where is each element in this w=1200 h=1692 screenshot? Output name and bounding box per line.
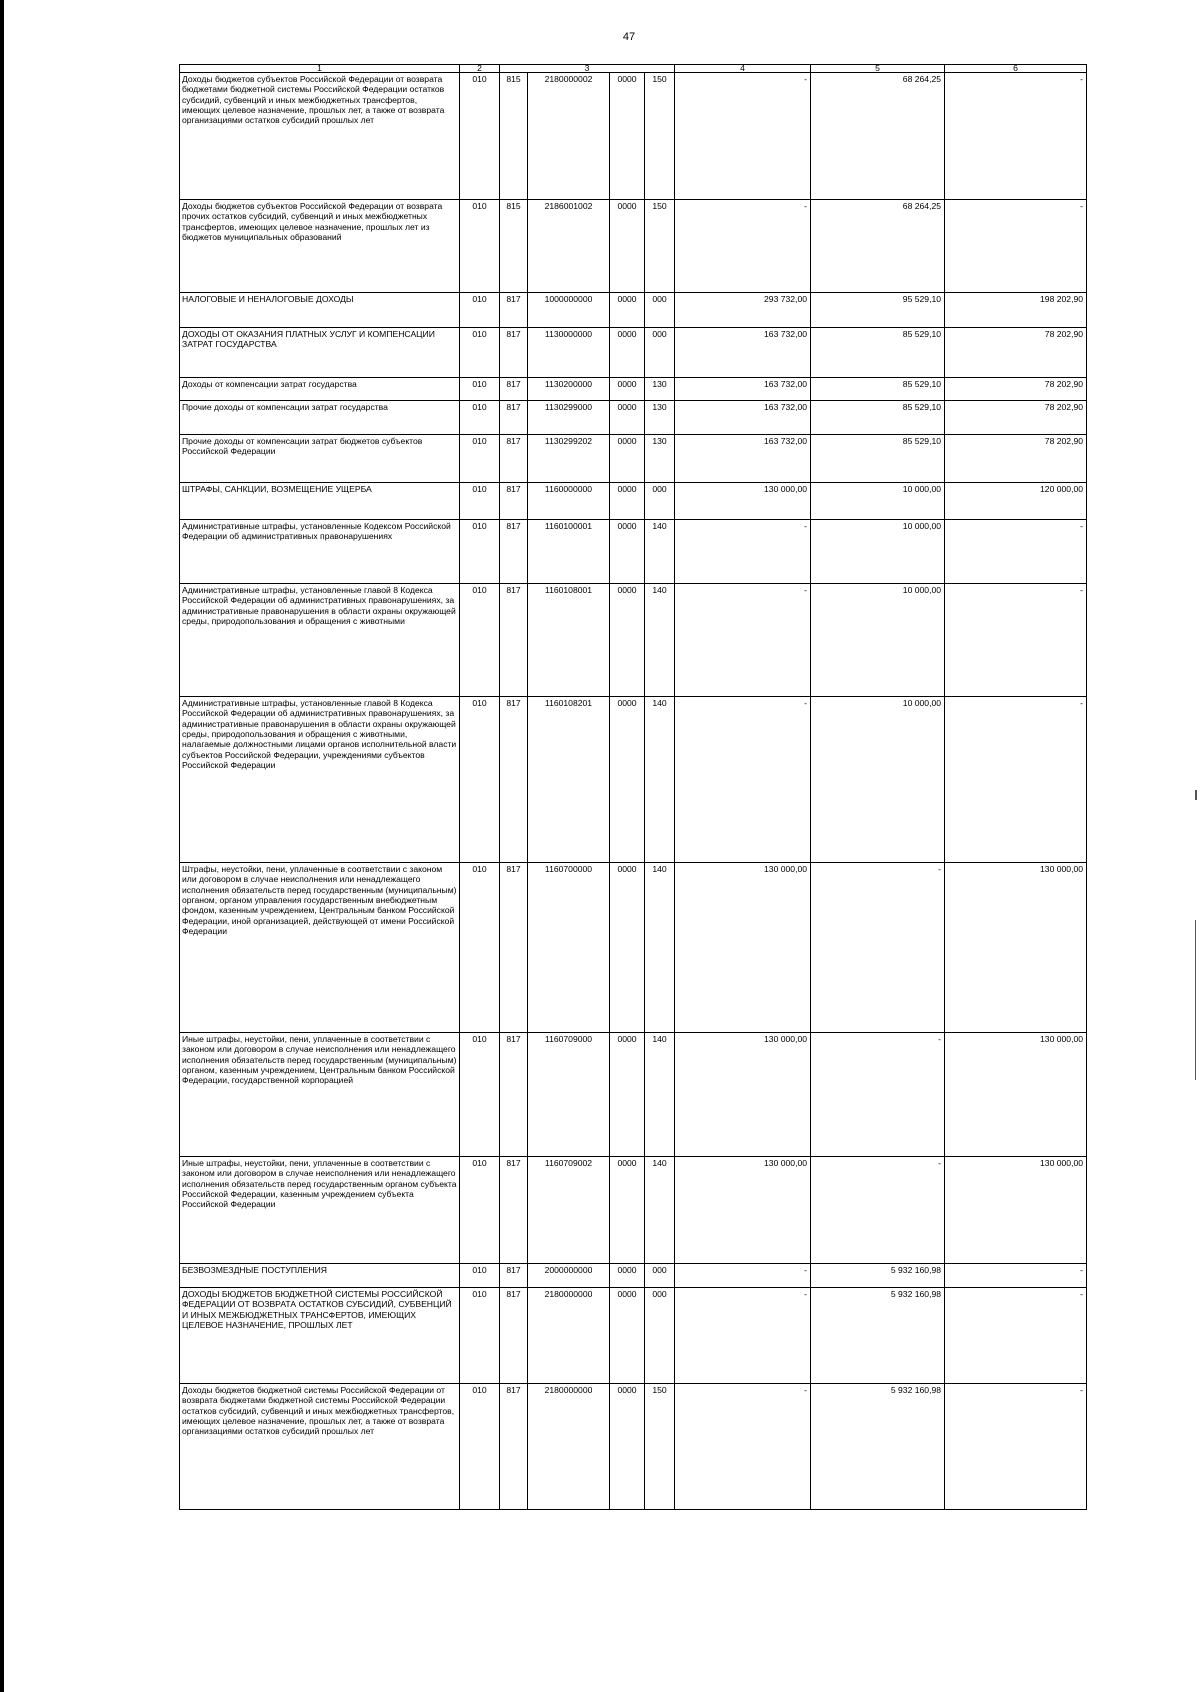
- row-line-code: 010: [460, 1033, 500, 1157]
- row-kosgu-code: 140: [645, 1033, 675, 1157]
- table-row: [180, 401, 1087, 435]
- row-line-code: 010: [460, 73, 500, 200]
- row-kosgu-code: 130: [645, 378, 675, 401]
- row-value-unexecuted: -: [945, 697, 1087, 863]
- row-value-plan: -: [675, 200, 811, 293]
- row-admin-code: 817: [500, 863, 528, 1033]
- row-value-unexecuted: 120 000,00: [945, 483, 1087, 520]
- row-value-unexecuted: -: [945, 1288, 1087, 1384]
- row-budget-code: 2180000000: [528, 1288, 610, 1384]
- row-value-unexecuted: 130 000,00: [945, 1033, 1087, 1157]
- row-kosgu-code: 150: [645, 73, 675, 200]
- row-value-unexecuted: 198 202,90: [945, 293, 1087, 328]
- table-row: [180, 328, 1087, 378]
- table-row: [180, 584, 1087, 697]
- row-value-plan: -: [675, 73, 811, 200]
- row-subtype-code: 0000: [610, 1384, 645, 1510]
- row-value-executed: 10 000,00: [811, 584, 945, 697]
- row-value-plan: 163 732,00: [675, 401, 811, 435]
- row-description: Иные штрафы, неустойки, пени, уплаченные в соответствии с законом или договором в случае неисполнения или ненадлежащего исполнения обязательств перед государственным (муниципальным) органом, казенным учреждением, Центральным банком Российской Федерации, государственной корпорацией: [180, 1033, 460, 1157]
- row-budget-code: 1160709000: [528, 1033, 610, 1157]
- row-admin-code: 817: [500, 293, 528, 328]
- row-value-plan: 163 732,00: [675, 328, 811, 378]
- row-budget-code: 1000000000: [528, 293, 610, 328]
- row-description: Прочие доходы от компенсации затрат бюджетов субъектов Российской Федерации: [180, 435, 460, 483]
- row-description: БЕЗВОЗМЕЗДНЫЕ ПОСТУПЛЕНИЯ: [180, 1264, 460, 1288]
- row-subtype-code: 0000: [610, 520, 645, 584]
- row-description: Административные штрафы, установленные Кодексом Российской Федерации об административных правонарушениях: [180, 520, 460, 584]
- row-admin-code: 815: [500, 73, 528, 200]
- row-value-plan: -: [675, 1384, 811, 1510]
- row-description: ШТРАФЫ, САНКЦИИ, ВОЗМЕЩЕНИЕ УЩЕРБА: [180, 483, 460, 520]
- table-row: [180, 520, 1087, 584]
- row-line-code: 010: [460, 1288, 500, 1384]
- row-description: Штрафы, неустойки, пени, уплаченные в соответствии с законом или договором в случае неисполнения или ненадлежащего исполнения обязательств перед государственным (муниципальным) органом, органом управления государственным внебюджетным фондом, казенным учреждением, Центральным банком Российской Федерации, иной организацией, действующей от имени Российской Федерации: [180, 863, 460, 1033]
- row-kosgu-code: 150: [645, 1384, 675, 1510]
- row-value-executed: 85 529,10: [811, 328, 945, 378]
- row-value-unexecuted: -: [945, 200, 1087, 293]
- row-value-executed: 68 264,25: [811, 200, 945, 293]
- row-kosgu-code: 140: [645, 863, 675, 1033]
- table-header-row: [180, 65, 1087, 73]
- row-kosgu-code: 000: [645, 483, 675, 520]
- row-line-code: 010: [460, 401, 500, 435]
- row-kosgu-code: 140: [645, 584, 675, 697]
- row-value-executed: 5 932 160,98: [811, 1384, 945, 1510]
- row-subtype-code: 0000: [610, 863, 645, 1033]
- row-line-code: 010: [460, 584, 500, 697]
- row-value-plan: 130 000,00: [675, 1033, 811, 1157]
- table-row: [180, 1033, 1087, 1157]
- row-line-code: 010: [460, 697, 500, 863]
- row-kosgu-code: 140: [645, 520, 675, 584]
- table-row: [180, 1288, 1087, 1384]
- row-subtype-code: 0000: [610, 293, 645, 328]
- column-header: 5: [811, 65, 945, 73]
- row-value-plan: 130 000,00: [675, 483, 811, 520]
- row-subtype-code: 0000: [610, 401, 645, 435]
- row-value-plan: 163 732,00: [675, 435, 811, 483]
- row-description: Доходы бюджетов субъектов Российской Федерации от возврата бюджетами бюджетной системы Российской Федерации остатков субсидий, субвенций и иных межбюджетных трансфертов, имеющих целевое назначение, прошлых лет, а также от возврата организациями остатков субсидий прошлых лет: [180, 73, 460, 200]
- row-value-executed: 5 932 160,98: [811, 1288, 945, 1384]
- row-kosgu-code: 000: [645, 328, 675, 378]
- row-value-executed: -: [811, 863, 945, 1033]
- row-admin-code: 817: [500, 328, 528, 378]
- row-value-plan: -: [675, 584, 811, 697]
- row-value-unexecuted: 78 202,90: [945, 401, 1087, 435]
- row-admin-code: 817: [500, 1264, 528, 1288]
- page-left-border: [0, 0, 4, 1692]
- row-value-executed: 10 000,00: [811, 697, 945, 863]
- row-kosgu-code: 140: [645, 697, 675, 863]
- row-value-unexecuted: 78 202,90: [945, 378, 1087, 401]
- row-value-plan: 130 000,00: [675, 863, 811, 1033]
- row-budget-code: 1130000000: [528, 328, 610, 378]
- row-subtype-code: 0000: [610, 584, 645, 697]
- row-value-unexecuted: -: [945, 1264, 1087, 1288]
- row-budget-code: 1160709002: [528, 1157, 610, 1264]
- row-line-code: 010: [460, 328, 500, 378]
- row-description: Доходы от компенсации затрат государства: [180, 378, 460, 401]
- row-value-plan: -: [675, 1264, 811, 1288]
- row-subtype-code: 0000: [610, 73, 645, 200]
- row-description: Административные штрафы, установленные главой 8 Кодекса Российской Федерации об административных правонарушениях, за административные правонарушения в области охраны окружающей среды, природопользования и обращения с животными: [180, 584, 460, 697]
- row-kosgu-code: 000: [645, 1264, 675, 1288]
- row-admin-code: 817: [500, 1288, 528, 1384]
- table-row: [180, 435, 1087, 483]
- column-header: 2: [460, 65, 500, 73]
- row-budget-code: 1130299202: [528, 435, 610, 483]
- row-value-plan: 293 732,00: [675, 293, 811, 328]
- revenue-table: [179, 64, 1087, 1510]
- row-budget-code: 2180000002: [528, 73, 610, 200]
- row-value-plan: -: [675, 697, 811, 863]
- row-value-executed: 85 529,10: [811, 435, 945, 483]
- row-description: НАЛОГОВЫЕ И НЕНАЛОГОВЫЕ ДОХОДЫ: [180, 293, 460, 328]
- row-subtype-code: 0000: [610, 378, 645, 401]
- column-header: 6: [945, 65, 1087, 73]
- row-description: Иные штрафы, неустойки, пени, уплаченные в соответствии с законом или договором в случае неисполнения или ненадлежащего исполнения обязательств перед государственным органом субъекта Российской Федерации, казенным учреждением субъекта Российской Федерации: [180, 1157, 460, 1264]
- row-line-code: 010: [460, 1384, 500, 1510]
- row-budget-code: 1160700000: [528, 863, 610, 1033]
- row-subtype-code: 0000: [610, 328, 645, 378]
- row-budget-code: 1160100001: [528, 520, 610, 584]
- row-admin-code: 817: [500, 1157, 528, 1264]
- row-value-executed: 85 529,10: [811, 378, 945, 401]
- row-value-unexecuted: 130 000,00: [945, 1157, 1087, 1264]
- row-budget-code: 2180000000: [528, 1384, 610, 1510]
- row-value-executed: 5 932 160,98: [811, 1264, 945, 1288]
- row-value-unexecuted: -: [945, 520, 1087, 584]
- row-subtype-code: 0000: [610, 1288, 645, 1384]
- row-admin-code: 817: [500, 401, 528, 435]
- row-value-executed: 85 529,10: [811, 401, 945, 435]
- row-value-executed: -: [811, 1033, 945, 1157]
- column-header: 3: [500, 65, 675, 73]
- row-admin-code: 817: [500, 435, 528, 483]
- row-admin-code: 817: [500, 483, 528, 520]
- table-row: [180, 1157, 1087, 1264]
- row-admin-code: 817: [500, 520, 528, 584]
- table-row: [180, 1264, 1087, 1288]
- row-kosgu-code: 130: [645, 401, 675, 435]
- row-admin-code: 817: [500, 697, 528, 863]
- row-value-unexecuted: -: [945, 73, 1087, 200]
- row-subtype-code: 0000: [610, 1264, 645, 1288]
- column-header: 4: [675, 65, 811, 73]
- row-line-code: 010: [460, 520, 500, 584]
- row-subtype-code: 0000: [610, 1157, 645, 1264]
- row-value-plan: 130 000,00: [675, 1157, 811, 1264]
- row-value-executed: 10 000,00: [811, 520, 945, 584]
- row-line-code: 010: [460, 1157, 500, 1264]
- row-budget-code: 2186001002: [528, 200, 610, 293]
- row-budget-code: 1160108201: [528, 697, 610, 863]
- row-description: Доходы бюджетов бюджетной системы Российской Федерации от возврата бюджетами бюджетной системы Российской Федерации остатков субсидий, субвенций и иных межбюджетных трансфертов, имеющих целевое назначение, прошлых лет, а также от возврата организациями остатков субсидий прошлых лет: [180, 1384, 460, 1510]
- row-line-code: 010: [460, 293, 500, 328]
- row-kosgu-code: 140: [645, 1157, 675, 1264]
- row-line-code: 010: [460, 435, 500, 483]
- row-description: Прочие доходы от компенсации затрат государства: [180, 401, 460, 435]
- row-subtype-code: 0000: [610, 435, 645, 483]
- row-subtype-code: 0000: [610, 697, 645, 863]
- row-value-executed: 10 000,00: [811, 483, 945, 520]
- row-value-executed: -: [811, 1157, 945, 1264]
- row-line-code: 010: [460, 863, 500, 1033]
- row-line-code: 010: [460, 200, 500, 293]
- row-kosgu-code: 130: [645, 435, 675, 483]
- row-value-plan: 163 732,00: [675, 378, 811, 401]
- row-value-executed: 68 264,25: [811, 73, 945, 200]
- row-kosgu-code: 000: [645, 1288, 675, 1384]
- row-description: Административные штрафы, установленные главой 8 Кодекса Российской Федерации об административных правонарушениях, за административные правонарушения в области охраны окружающей среды, природопользования и обращения с животными, налагаемые должностными лицами органов исполнительной власти субъектов Российской Федерации, учреждениями субъектов Российской Федерации: [180, 697, 460, 863]
- row-value-unexecuted: 78 202,90: [945, 435, 1087, 483]
- row-kosgu-code: 000: [645, 293, 675, 328]
- column-header: 1: [180, 65, 460, 73]
- row-admin-code: 817: [500, 1033, 528, 1157]
- row-value-plan: -: [675, 520, 811, 584]
- row-budget-code: 1160108001: [528, 584, 610, 697]
- row-description: ДОХОДЫ БЮДЖЕТОВ БЮДЖЕТНОЙ СИСТЕМЫ РОССИЙСКОЙ ФЕДЕРАЦИИ ОТ ВОЗВРАТА ОСТАТКОВ СУБСИДИЙ, СУБВЕНЦИЙ И ИНЫХ МЕЖБЮДЖЕТНЫХ ТРАНСФЕРТОВ, ИМЕЮЩИХ ЦЕЛЕВОЕ НАЗНАЧЕНИЕ, ПРОШЛЫХ ЛЕТ: [180, 1288, 460, 1384]
- row-budget-code: 2000000000: [528, 1264, 610, 1288]
- table-row: [180, 378, 1087, 401]
- row-line-code: 010: [460, 483, 500, 520]
- table-row: [180, 697, 1087, 863]
- row-value-unexecuted: 130 000,00: [945, 863, 1087, 1033]
- row-value-plan: -: [675, 1288, 811, 1384]
- row-value-executed: 95 529,10: [811, 293, 945, 328]
- row-subtype-code: 0000: [610, 483, 645, 520]
- table-row: [180, 200, 1087, 293]
- row-budget-code: 1130299000: [528, 401, 610, 435]
- row-admin-code: 815: [500, 200, 528, 293]
- row-admin-code: 817: [500, 378, 528, 401]
- row-description: Доходы бюджетов субъектов Российской Федерации от возврата прочих остатков субсидий, субвенций и иных межбюджетных трансфертов, имеющих целевое назначение, прошлых лет из бюджетов муниципальных образований: [180, 200, 460, 293]
- table-row: [180, 1384, 1087, 1510]
- row-line-code: 010: [460, 378, 500, 401]
- table-row: [180, 863, 1087, 1033]
- scan-mark: [1195, 790, 1197, 800]
- row-admin-code: 817: [500, 584, 528, 697]
- row-line-code: 010: [460, 1264, 500, 1288]
- row-description: ДОХОДЫ ОТ ОКАЗАНИЯ ПЛАТНЫХ УСЛУГ И КОМПЕНСАЦИИ ЗАТРАТ ГОСУДАРСТВА: [180, 328, 460, 378]
- table-row: [180, 293, 1087, 328]
- row-admin-code: 817: [500, 1384, 528, 1510]
- table-row: [180, 73, 1087, 200]
- row-budget-code: 1130200000: [528, 378, 610, 401]
- row-value-unexecuted: -: [945, 1384, 1087, 1510]
- row-value-unexecuted: -: [945, 584, 1087, 697]
- row-subtype-code: 0000: [610, 200, 645, 293]
- page-number: 47: [622, 31, 636, 43]
- scan-mark: [1195, 920, 1196, 1080]
- row-kosgu-code: 150: [645, 200, 675, 293]
- row-subtype-code: 0000: [610, 1033, 645, 1157]
- table-row: [180, 483, 1087, 520]
- row-budget-code: 1160000000: [528, 483, 610, 520]
- row-value-unexecuted: 78 202,90: [945, 328, 1087, 378]
